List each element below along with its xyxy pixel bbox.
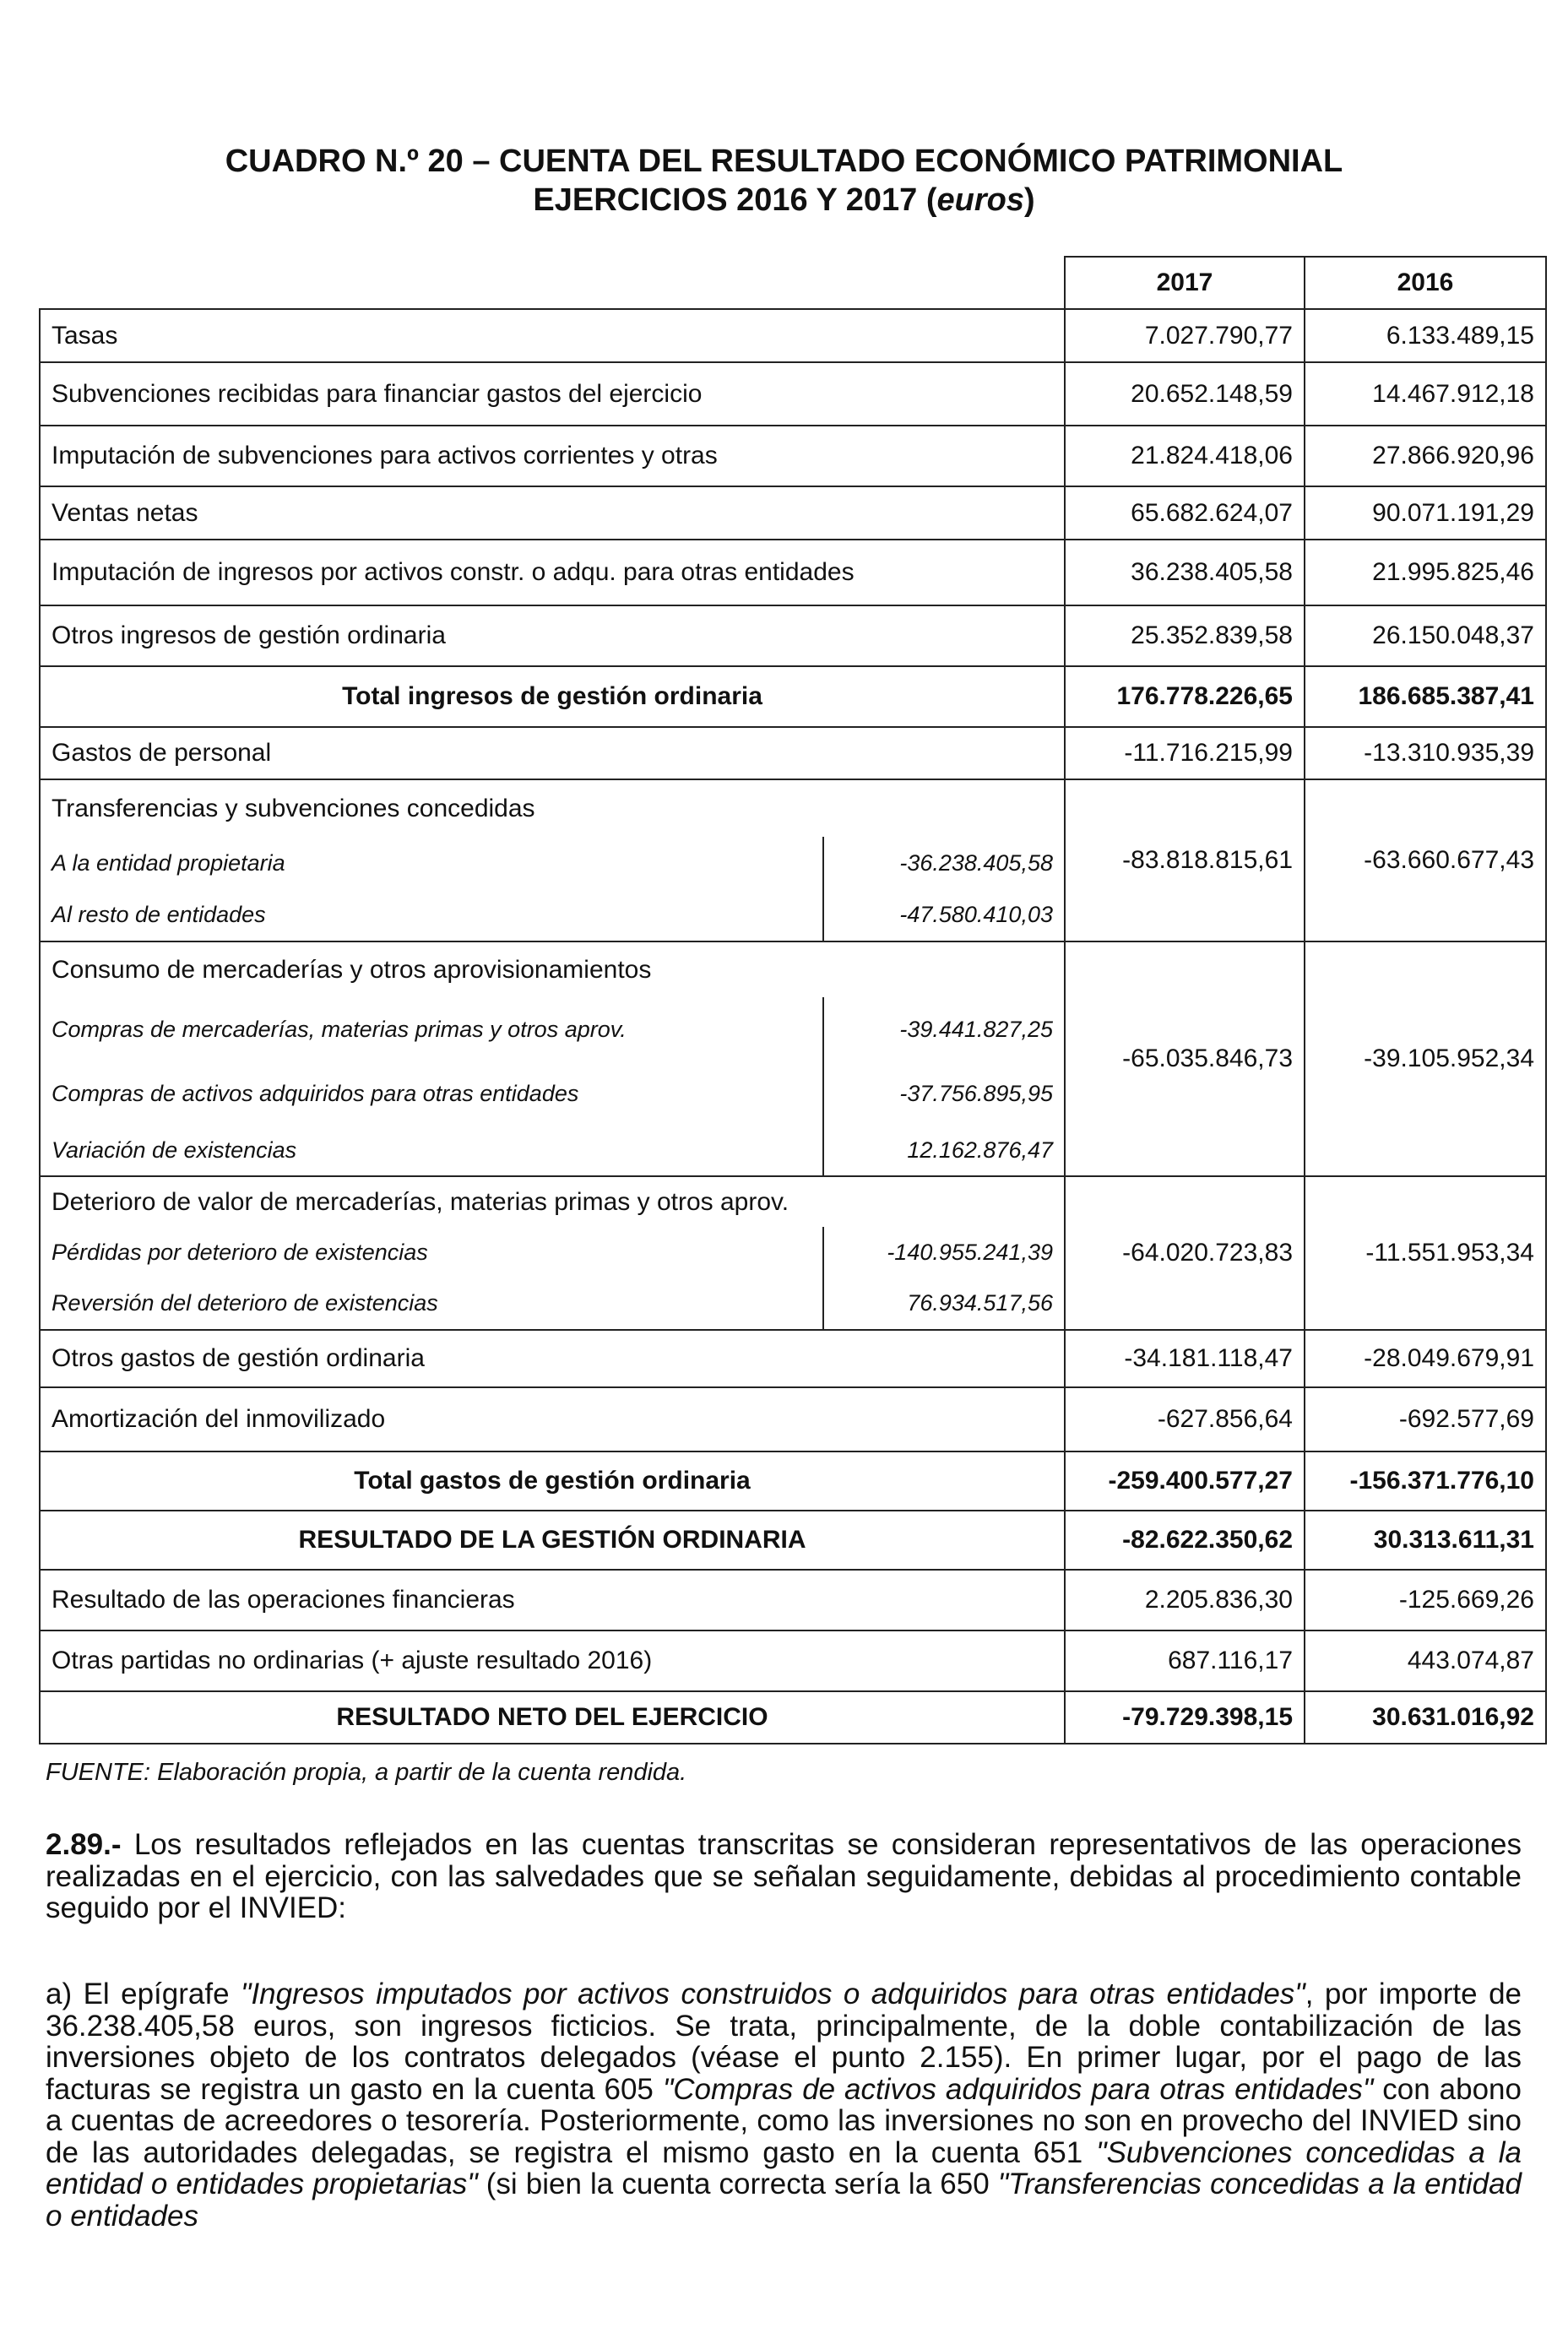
sub-label: Pérdidas por deterioro de existencias: [40, 1227, 823, 1278]
row-label: Deterioro de valor de mercaderías, materias primas y otros aprov.: [40, 1176, 1065, 1227]
value-2016: -125.669,26: [1305, 1570, 1546, 1630]
row-label: Total ingresos de gestión ordinaria: [40, 666, 1065, 727]
value-2016: 30.631.016,92: [1305, 1691, 1546, 1744]
sub-label: Variación de existencias: [40, 1126, 823, 1176]
paragraph-text: a) El epígrafe: [46, 1978, 241, 2010]
row-consumo: [40, 941, 1546, 997]
value-2017: 65.682.624,07: [1065, 486, 1305, 540]
value-2017: -65.035.846,73: [1065, 941, 1305, 1176]
value-2017: 687.116,17: [1065, 1630, 1305, 1691]
value-2017: 176.778.226,65: [1065, 666, 1305, 727]
sub-value: -47.580.410,03: [823, 889, 1065, 941]
value-2016: 26.150.048,37: [1305, 605, 1546, 666]
row-transferencias: [40, 779, 1546, 837]
paragraph-text: (si bien la cuenta correcta sería la 650: [477, 2168, 998, 2200]
sub-label: Reversión del deterioro de existencias: [40, 1278, 823, 1330]
row-label: Ventas netas: [40, 486, 1065, 540]
row-label: Amortización del inmovilizado: [40, 1387, 1065, 1451]
sub-value: -36.238.405,58: [823, 837, 1065, 889]
value-2017: 36.238.405,58: [1065, 540, 1305, 605]
row-imputacion-subvenciones: [40, 426, 1546, 486]
row-otros-gastos: [40, 1330, 1546, 1387]
value-2017: -34.181.118,47: [1065, 1330, 1305, 1387]
sub-label: A la entidad propietaria: [40, 837, 823, 889]
row-otras-partidas: [40, 1630, 1546, 1691]
row-label: Gastos de personal: [40, 727, 1065, 779]
row-resultado-financieras: [40, 1570, 1546, 1630]
value-2017: -82.622.350,62: [1065, 1511, 1305, 1570]
value-2016: 186.685.387,41: [1305, 666, 1546, 727]
row-resultado-neto: [40, 1691, 1546, 1744]
sub-value: -39.441.827,25: [823, 997, 1065, 1061]
value-2017: 2.205.836,30: [1065, 1570, 1305, 1630]
row-label: Consumo de mercaderías y otros aprovisionamientos: [40, 941, 1065, 997]
value-2017: -64.020.723,83: [1065, 1176, 1305, 1330]
row-label: Otros ingresos de gestión ordinaria: [40, 605, 1065, 666]
row-tasas: [40, 309, 1546, 362]
sub-label: Compras de mercaderías, materias primas y otros aprov.: [40, 997, 823, 1061]
value-2016: -13.310.935,39: [1305, 727, 1546, 779]
subtitle-text: EJERCICIOS 2016 Y 2017 (: [533, 182, 937, 218]
subtitle-unit: euros: [936, 182, 1024, 218]
table-subtitle: [0, 184, 1568, 216]
table-title: CUADRO N.º 20 – CUENTA DEL RESULTADO ECONÓMICO PATRIMONIAL: [225, 144, 1343, 179]
paragraph-text: , por importe de 36.238.405,58 euros, son ingresos ficticios. Se trata, principalmente, de la doble contabilización de las inversiones objeto de los contratos delegados (véase el punto 2.155). En primer lugar, por el pago de las facturas se registra un gasto en la cuenta 605: [46, 1978, 1522, 2106]
value-2016: -156.371.776,10: [1305, 1451, 1546, 1511]
header-row: [40, 257, 1546, 309]
quoted-account: "Transferencias concedidas a la entidad o entidades: [46, 2168, 1522, 2233]
cuadro-20-table: [39, 256, 1547, 1744]
row-gastos-personal: [40, 727, 1546, 779]
row-label: Total gastos de gestión ordinaria: [40, 1451, 1065, 1511]
value-2016: 27.866.920,96: [1305, 426, 1546, 486]
row-subvenciones-recibidas: [40, 362, 1546, 426]
value-2016: -39.105.952,34: [1305, 941, 1546, 1176]
row-label: RESULTADO NETO DEL EJERCICIO: [40, 1691, 1065, 1744]
row-label: Tasas: [40, 309, 1065, 362]
row-imputacion-ingresos: [40, 540, 1546, 605]
value-2017: -11.716.215,99: [1065, 727, 1305, 779]
value-2016: -692.577,69: [1305, 1387, 1546, 1451]
value-2017: -79.729.398,15: [1065, 1691, 1305, 1744]
source-note: FUENTE: Elaboración propia, a partir de la cuenta rendida.: [46, 1759, 687, 1786]
value-2016: 21.995.825,46: [1305, 540, 1546, 605]
value-2016: 14.467.912,18: [1305, 362, 1546, 426]
row-label: Otras partidas no ordinarias (+ ajuste resultado 2016): [40, 1630, 1065, 1691]
quoted-account: "Ingresos imputados por activos construidos o adquiridos para otras entidades": [241, 1978, 1305, 2010]
header-2017: 2017: [1065, 257, 1305, 309]
value-2016: -28.049.679,91: [1305, 1330, 1546, 1387]
row-label: Resultado de las operaciones financieras: [40, 1570, 1065, 1630]
row-label: Subvenciones recibidas para financiar gastos del ejercicio: [40, 362, 1065, 426]
value-2017: 7.027.790,77: [1065, 309, 1305, 362]
value-2016: -63.660.677,43: [1305, 779, 1546, 941]
row-total-gastos: [40, 1451, 1546, 1511]
sub-label: Al resto de entidades: [40, 889, 823, 941]
value-2017: -83.818.815,61: [1065, 779, 1305, 941]
value-2017: -259.400.577,27: [1065, 1451, 1305, 1511]
paragraph-text: con abono a cuentas de acreedores o tesorería. Posteriormente, como las inversiones no son en provecho del INVIED sino de las autoridades delegadas, se registra el mismo gasto en la cuenta 651: [46, 2072, 1522, 2169]
row-amortizacion: [40, 1387, 1546, 1451]
row-otros-ingresos: [40, 605, 1546, 666]
paragraph-2-89: [46, 1829, 1522, 1924]
sub-value: 76.934.517,56: [823, 1278, 1065, 1330]
paragraph-a: [46, 1978, 1522, 2232]
value-2017: 21.824.418,06: [1065, 426, 1305, 486]
value-2016: -11.551.953,34: [1305, 1176, 1546, 1330]
paragraph-text: Los resultados reflejados en las cuentas transcritas se consideran representativos de las operaciones realizadas en el ejercicio, con las salvedades que se señalan seguidamente, debidas al procedimiento contable seguido por el INVIED:: [46, 1828, 1522, 1924]
value-2016: 6.133.489,15: [1305, 309, 1546, 362]
value-2016: 90.071.191,29: [1305, 486, 1546, 540]
sub-value: -140.955.241,39: [823, 1227, 1065, 1278]
header-2016: 2016: [1305, 257, 1546, 309]
value-2016: 30.313.611,31: [1305, 1511, 1546, 1570]
row-ventas-netas: [40, 486, 1546, 540]
row-label: Imputación de subvenciones para activos corrientes y otras: [40, 426, 1065, 486]
sub-value: 12.162.876,47: [823, 1126, 1065, 1176]
quoted-account: "Compras de activos adquiridos para otras entidades": [662, 2072, 1374, 2106]
quoted-account: "Subvenciones concedidas a la entidad o entidades propietarias": [46, 2135, 1522, 2200]
row-label: RESULTADO DE LA GESTIÓN ORDINARIA: [40, 1511, 1065, 1570]
sub-label: Compras de activos adquiridos para otras entidades: [40, 1061, 823, 1126]
value-2017: -627.856,64: [1065, 1387, 1305, 1451]
paragraph-number: 2.89.-: [46, 1828, 122, 1861]
row-label: Otros gastos de gestión ordinaria: [40, 1330, 1065, 1387]
value-2017: 20.652.148,59: [1065, 362, 1305, 426]
row-total-ingresos: [40, 666, 1546, 727]
row-label: Imputación de ingresos por activos constr. o adqu. para otras entidades: [40, 540, 1065, 605]
row-resultado-gestion: [40, 1511, 1546, 1570]
sub-value: -37.756.895,95: [823, 1061, 1065, 1126]
subtitle-close: ): [1023, 182, 1035, 218]
value-2017: 25.352.839,58: [1065, 605, 1305, 666]
row-deterioro: [40, 1176, 1546, 1227]
value-2016: 443.074,87: [1305, 1630, 1546, 1691]
row-label: Transferencias y subvenciones concedidas: [40, 779, 1065, 837]
